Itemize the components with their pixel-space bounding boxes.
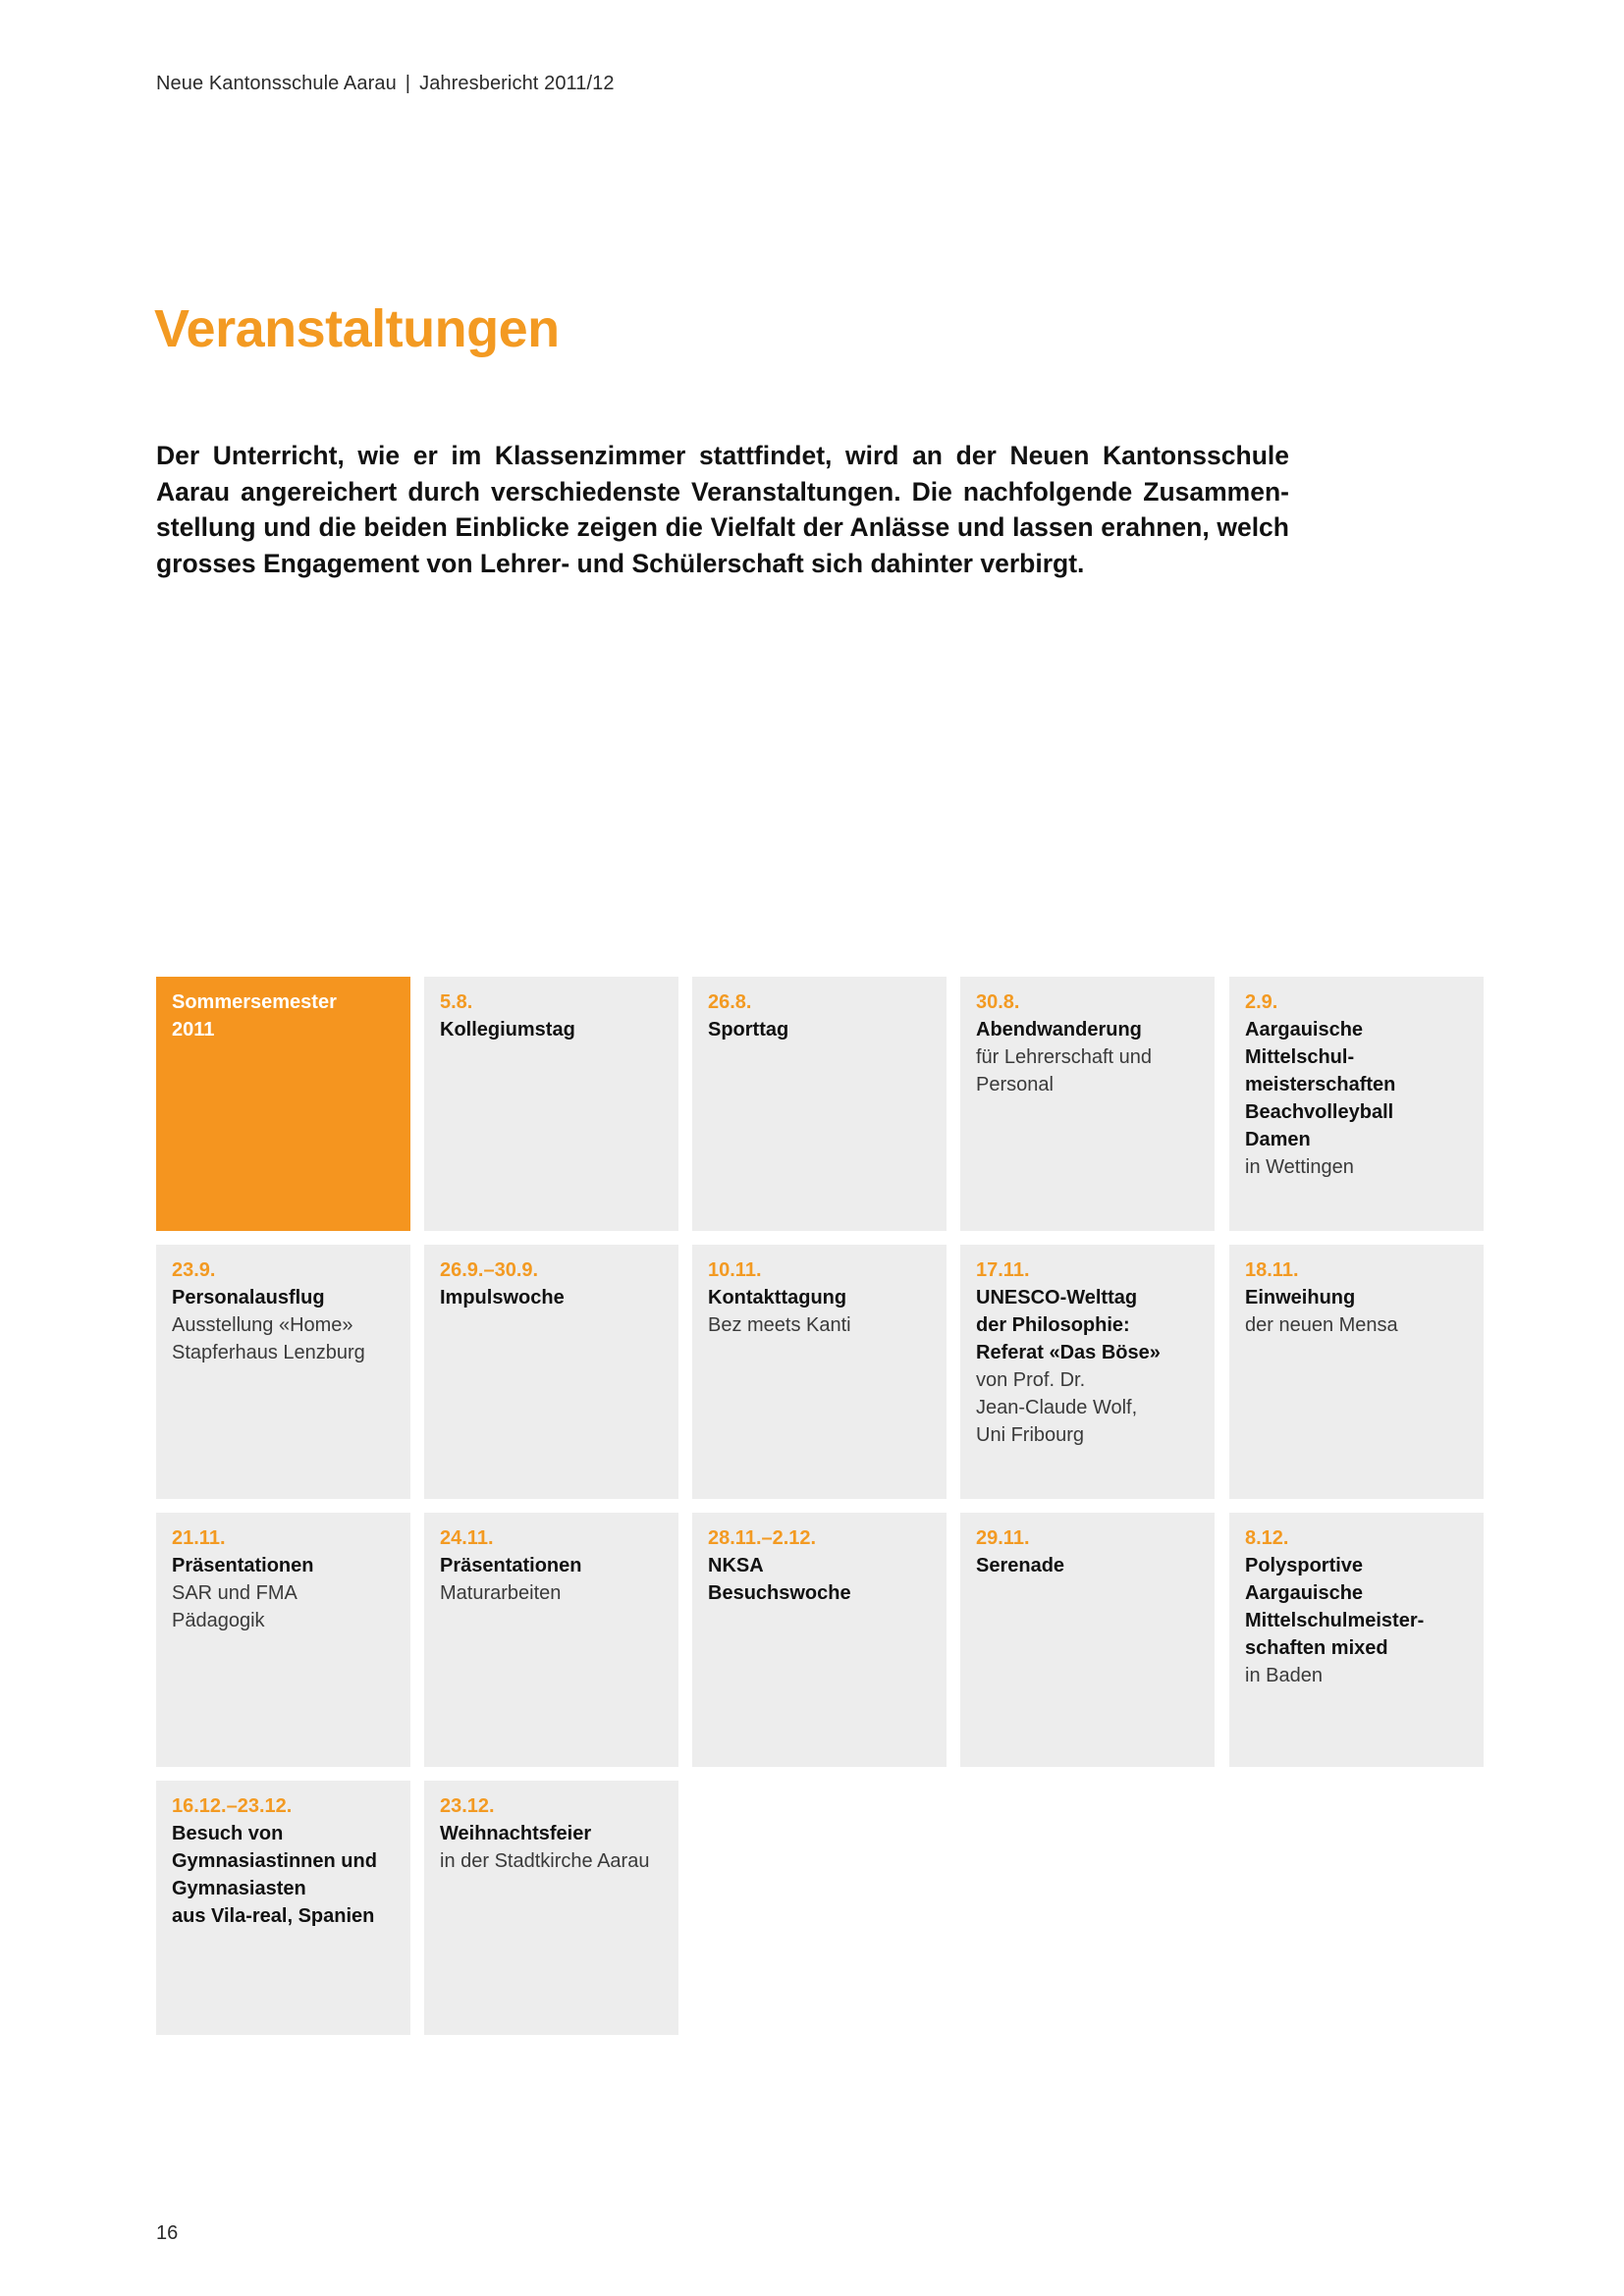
event-tile <box>960 977 1215 1231</box>
event-date: 2.9. <box>1245 991 1278 1013</box>
event-tile <box>692 977 947 1231</box>
event-title: Kollegiumstag <box>440 1019 575 1041</box>
event-date: 26.9.–30.9. <box>440 1259 539 1281</box>
event-title: Sommersemester 2011 <box>172 991 337 1041</box>
event-tile <box>156 977 410 1231</box>
event-title: Sporttag <box>708 1019 789 1041</box>
event-title: Einweihung <box>1245 1287 1356 1308</box>
event-title: Präsentationen <box>440 1555 582 1576</box>
event-title: Impulswoche <box>440 1287 565 1308</box>
event-tile <box>1229 1513 1484 1767</box>
running-header <box>156 73 615 95</box>
event-tile <box>156 1781 410 2035</box>
event-title: Aargauische Mittelschul- meisterschaften Beachvolleyball Damen <box>1245 1019 1396 1150</box>
event-description: für Lehrerschaft und Personal <box>976 1046 1152 1095</box>
event-date: 26.8. <box>708 991 752 1013</box>
event-date: 18.11. <box>1245 1259 1299 1281</box>
event-title: NKSA Besuchswoche <box>708 1555 851 1604</box>
page-number: 16 <box>156 2222 179 2244</box>
event-tile <box>1229 1245 1484 1499</box>
event-description: Maturarbeiten <box>440 1582 562 1604</box>
event-date: 16.12.–23.12. <box>172 1795 293 1817</box>
lead-paragraph: Der Unterricht, wie er im Klassenzimmer stattfindet, wird an der Neuen Kantonsschule Aarau angereichert durch verschiedenste Veranstaltungen. Die nachfolgende Zusammenstellung und die beiden Einblicke zeigen die Vielfalt der Anlässe und lassen erahnen, welch grosses Engagement von Lehrer- und Schülerschaft sich dahinter verbirgt. <box>156 441 1289 578</box>
event-description: in der Stadtkirche Aarau <box>440 1850 650 1872</box>
event-description: der neuen Mensa <box>1245 1314 1398 1336</box>
header-separator: | <box>405 73 411 94</box>
event-title: Besuch von Gymnasiastinnen und Gymnasiasten aus Vila-real, Spanien <box>172 1823 377 1927</box>
event-description: von Prof. Dr. Jean-Claude Wolf, Uni Fribourg <box>976 1369 1138 1446</box>
header-school: Neue Kantonsschule Aarau <box>156 73 397 94</box>
event-tile <box>424 977 678 1231</box>
event-date: 29.11. <box>976 1527 1030 1549</box>
event-date: 21.11. <box>172 1527 226 1549</box>
event-description: SAR und FMA Pädagogik <box>172 1582 298 1631</box>
header-report: Jahresbericht 2011/12 <box>419 73 615 94</box>
event-title: Weihnachtsfeier <box>440 1823 592 1844</box>
page-title: Veranstaltungen <box>154 299 560 358</box>
event-tile <box>424 1781 678 2035</box>
event-date: 28.11.–2.12. <box>708 1527 817 1549</box>
event-title: Abendwanderung <box>976 1019 1142 1041</box>
event-date: 30.8. <box>976 991 1020 1013</box>
event-description: in Wettingen <box>1245 1156 1354 1178</box>
event-date: 5.8. <box>440 991 473 1013</box>
event-date: 24.11. <box>440 1527 494 1549</box>
event-description: Bez meets Kanti <box>708 1314 851 1336</box>
event-tile <box>424 1513 678 1767</box>
event-tile <box>424 1245 678 1499</box>
event-tile <box>692 1513 947 1767</box>
event-date: 8.12. <box>1245 1527 1289 1549</box>
event-title: Präsentationen <box>172 1555 314 1576</box>
event-tile <box>960 1245 1215 1499</box>
event-description: Ausstellung «Home» Stapferhaus Lenzburg <box>172 1314 365 1363</box>
event-date: 23.9. <box>172 1259 216 1281</box>
event-description: in Baden <box>1245 1665 1323 1686</box>
event-title: Personalausflug <box>172 1287 325 1308</box>
event-title: UNESCO-Welttag der Philosophie: Referat «Das Böse» <box>976 1287 1161 1363</box>
event-title: Serenade <box>976 1555 1065 1576</box>
event-date: 23.12. <box>440 1795 495 1817</box>
event-date: 17.11. <box>976 1259 1030 1281</box>
event-tile <box>692 1245 947 1499</box>
event-date: 10.11. <box>708 1259 762 1281</box>
event-tile <box>960 1513 1215 1767</box>
event-tile <box>156 1513 410 1767</box>
event-tile <box>156 1245 410 1499</box>
event-title: Polysportive Aargauische Mittelschulmeister- schaften mixed <box>1245 1555 1425 1659</box>
event-title: Kontakttagung <box>708 1287 847 1308</box>
event-tile <box>1229 977 1484 1231</box>
